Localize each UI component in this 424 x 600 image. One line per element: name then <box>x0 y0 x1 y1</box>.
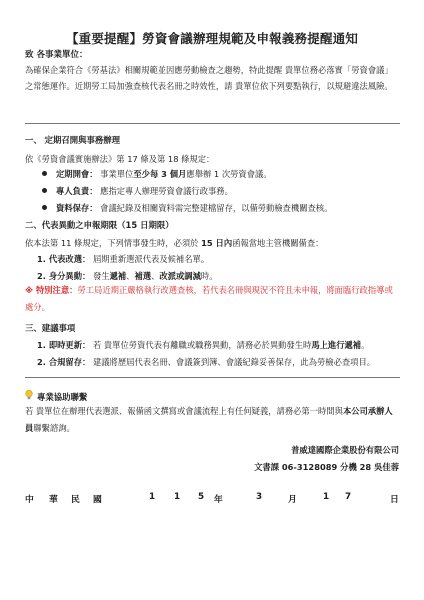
date-char: 年 <box>214 495 223 505</box>
item-text-pre: 事業單位 <box>100 169 134 179</box>
date-char: 國 <box>93 495 102 505</box>
item-bold-1: 遞補 <box>109 271 127 281</box>
date-char: 月 <box>288 495 297 505</box>
item-text-post: 。 <box>361 340 370 350</box>
item-text-pre: 若 貴單位勞資代表有離職或職務異動，請務必於異動發生時 <box>92 340 312 350</box>
section2-lead <box>25 237 405 249</box>
signature-phone: 文書課 06-3128089 分機 28 吳佳蓉 <box>254 462 399 472</box>
date-char: 1 <box>149 492 156 502</box>
item-sep-2: 、 <box>151 271 160 281</box>
warning-label: ※ 特別注意： <box>25 285 78 295</box>
item-text-bold: 至少每 3 個月 <box>133 169 187 179</box>
item-label: 1. 即時更新： <box>37 340 91 350</box>
page-title: 【重要提醒】勞資會議辦理規範及申報義務提醒通知 <box>65 31 359 46</box>
contact-text-pre: 若 貴單位在辦理代表選派、報備函文撰寫或會議流程上有任何疑義，請務必第一時間與 <box>25 406 343 416</box>
item-text: 屆期重新選派代表及候補名單。 <box>92 254 210 264</box>
date-char: 1 <box>323 492 330 502</box>
section3-item-2 <box>37 356 375 368</box>
section1-heading: 一、 定期召開與事務辦理 <box>25 135 121 145</box>
date-char: 華 <box>49 495 58 505</box>
item-sep-1: 、 <box>126 271 135 281</box>
warning-note <box>25 282 400 316</box>
item-bold-2: 補選 <box>134 271 152 281</box>
lead-text-post: 函報當地主管機關備查： <box>232 238 324 248</box>
warning-text: 勞工局近期正嚴格執行改選查核，若代表名冊與現況不符且未申報，將面臨行政指導或處分。 <box>25 285 393 312</box>
item-text-post: 時。 <box>200 271 218 281</box>
contact-heading: 專業協助聯繫 <box>37 392 88 402</box>
lead-text-pre: 依本法第 11 條規定，下列情事發生時，必須於 <box>25 238 202 248</box>
date-char: 5 <box>198 492 205 502</box>
section1-item-3 <box>42 202 332 214</box>
section1-item-1 <box>42 168 272 180</box>
bullet-dot <box>42 171 47 176</box>
item-text: 會議紀錄及相關資料需完整建檔留存，以備勞動檢查機關查核。 <box>100 203 333 213</box>
item-label: 2. 合規留存： <box>37 357 91 367</box>
section3-heading: 三、建議事項 <box>25 323 76 333</box>
section1-lead: 依《勞資會議實施辦法》第 17 條及第 18 條規定： <box>25 154 215 164</box>
item-label: 1. 代表改選： <box>37 254 91 264</box>
intro-paragraph: 為確保企業符合《勞基法》相關規範並因應勞動檢查之趨勢，特此提醒 貴單位務必落實「勞資會議」之常態運作。近期勞工局加強查核代表名冊之時效性，請 貴單位依下列要點執行，以規避違法風險。 <box>25 65 393 91</box>
recipient-line: 致 各事業單位： <box>25 50 88 60</box>
section2-heading: 二、代表異動之申報期限（15 日期限） <box>25 220 174 230</box>
item-label: 專人負責： <box>56 186 98 196</box>
date-char: 日 <box>390 495 399 505</box>
bullet-dot <box>42 188 47 193</box>
item-text: 建議將歷屆代表名冊、會議簽到簿、會議紀錄妥善保存，此為勞檢必查項目。 <box>92 357 376 367</box>
date-char: 中 <box>25 495 34 505</box>
contact-heading-row <box>25 390 87 403</box>
item-text: 應指定專人辦理勞資會議行政事務。 <box>100 186 233 196</box>
item-bold-3: 改派或調減 <box>159 271 201 281</box>
contact-text <box>25 403 400 437</box>
item-label: 資料保存： <box>56 203 98 213</box>
contact-text-bold: 本公司承辦人員 <box>25 406 393 433</box>
signature-company: 普威達國際企業股份有限公司 <box>291 445 399 455</box>
lead-text-bold: 15 日內 <box>201 238 233 248</box>
date-char: 1 <box>174 492 181 502</box>
section2-item-2 <box>37 270 218 282</box>
divider-bottom <box>25 377 400 378</box>
date-char: 民 <box>71 495 80 505</box>
item-label: 2. 身分異動： <box>37 271 91 281</box>
section2-item-1 <box>37 253 209 265</box>
bullet-dot <box>42 205 47 210</box>
contact-text-post: 聯繫諮詢。 <box>33 423 75 433</box>
date-char: 7 <box>345 492 352 502</box>
item-text-post: 應舉辦 1 次勞資會議。 <box>186 169 272 179</box>
item-text-pre: 發生 <box>92 271 110 281</box>
divider-top <box>25 123 400 124</box>
date-char: 3 <box>256 492 263 502</box>
item-text-bold: 馬上進行遞補 <box>311 340 362 350</box>
section1-item-2 <box>42 185 233 197</box>
section3-item-1 <box>37 339 369 351</box>
item-label: 定期開會： <box>56 169 98 179</box>
lightbulb-icon <box>25 390 34 402</box>
